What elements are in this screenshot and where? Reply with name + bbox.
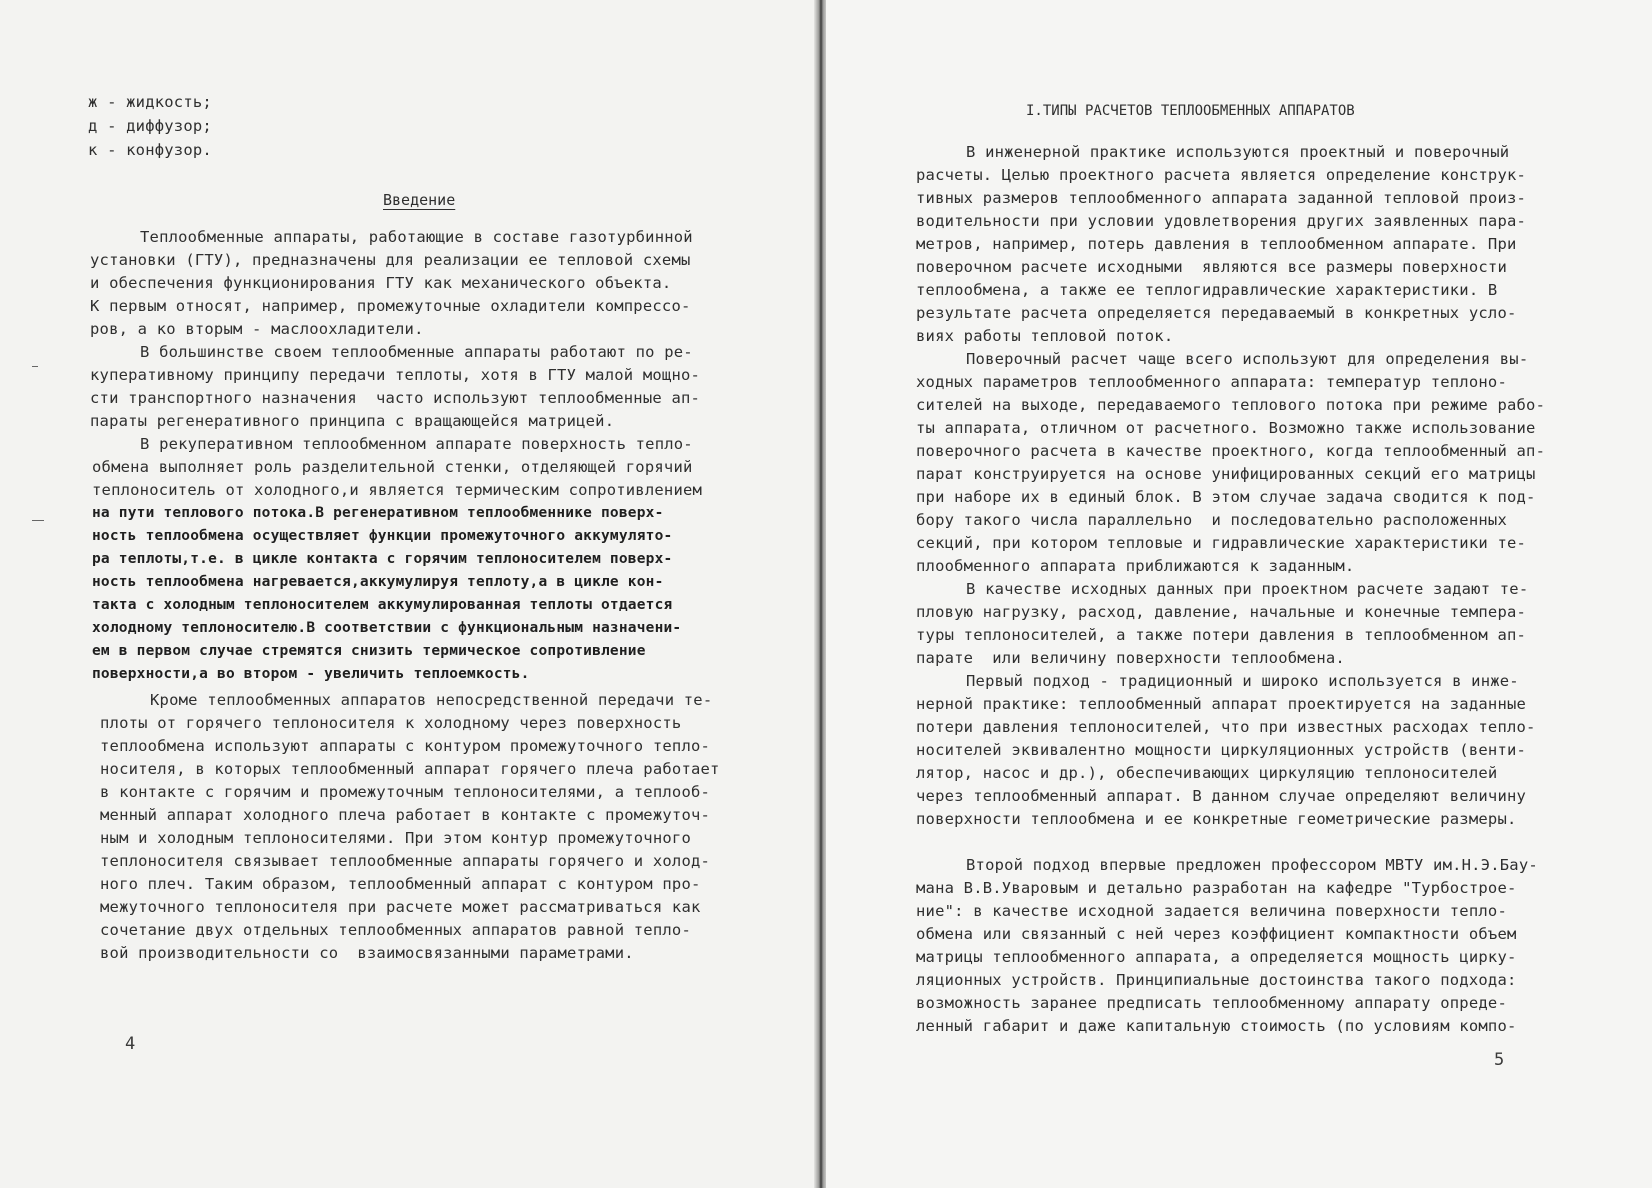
text-line: плоты от горячего теплоносителя к холодному через поверхность <box>100 714 682 732</box>
text-line: ным и холодным теплоносителями. При этом контур промежуточного <box>100 829 691 847</box>
text-line: на пути теплового потока.В регенеративном теплообменнике поверх- <box>92 505 664 521</box>
text-line: результате расчета определяется передаваемый в конкретных усло- <box>916 304 1517 322</box>
text-line: мана В.В.Уваровым и детально разработан на кафедре "Турбострое- <box>916 879 1517 897</box>
text-line: матрицы теплообменного аппарата, а определяется мощность цирку- <box>916 948 1517 966</box>
text-line: ние": в качестве исходной задается величина поверхности тепло- <box>916 902 1507 920</box>
text-line: водительности при условии удовлетворения других заявленных пара- <box>916 212 1527 230</box>
abbreviation-line: д - диффузор; <box>88 117 212 135</box>
text-line: В инженерной практике используются проектный и поверочный <box>966 143 1510 161</box>
text-line: пловую нагрузку, расход, давление, начальные и конечные темпера- <box>916 603 1527 621</box>
text-line: вой производительности со взаимосвязанными параметрами. <box>100 944 634 962</box>
chapter-heading: I.ТИПЫ РАСЧЕТОВ ТЕПЛООБМЕННЫХ АППАРАТОВ <box>1026 103 1355 119</box>
text-line: В большинстве своем теплообменные аппараты работают по ре- <box>140 343 693 361</box>
text-line: нерной практике: теплообменный аппарат проектируется на заданные <box>916 695 1527 713</box>
text-line: возможность заранее предписать теплообменному аппарату опреде- <box>916 994 1507 1012</box>
text-line: обмена или связанный с ней через коэффициент компактности объем <box>916 925 1517 943</box>
text-line: ем в первом случае стремятся снизить термическое сопротивление <box>92 643 646 659</box>
text-line: виях работы тепловой поток. <box>916 327 1174 345</box>
text-line: теплоносителя связывает теплообменные аппараты горячего и холод- <box>100 852 711 870</box>
text-line: парате или величину поверхности теплообмена. <box>916 649 1345 667</box>
text-line: Теплообменные аппараты, работающие в составе газотурбинной <box>140 228 693 246</box>
text-line: и обеспечения функционирования ГТУ как механического объекта. <box>90 274 672 292</box>
section-heading: Введение <box>383 191 456 209</box>
text-line: плообменного аппарата приближаются к заданным. <box>916 557 1355 575</box>
text-line: теплоноситель от холодного,и является термическим сопротивлением <box>92 481 703 499</box>
margin-mark <box>32 366 38 367</box>
text-line: ленный габарит и даже капитальную стоимость (по условиям компо- <box>916 1017 1517 1035</box>
text-line: носителей эквивалентно мощности циркуляционных устройств (венти- <box>916 741 1527 759</box>
text-line: ров, а ко вторым - маслоохладители. <box>90 320 424 338</box>
text-line: парат конструируется на основе унифицированных секций его матрицы <box>916 465 1536 483</box>
text-line: в контакте с горячим и промежуточным теплоносителями, а теплооб- <box>100 783 711 801</box>
text-line: ность теплообмена нагревается,аккумулируя теплоту,а в цикле кон- <box>92 574 664 590</box>
text-line: ра теплоты,т.е. в цикле контакта с горячим теплоносителем поверх- <box>92 551 673 567</box>
text-line: сти транспортного назначения часто используют теплообменные ап- <box>90 389 701 407</box>
text-line: теплообмена, а также ее теплогидравлические характеристики. В <box>916 281 1498 299</box>
text-line: менный аппарат холодного плеча работает в контакте с промежуточ- <box>100 806 711 824</box>
text-line: такта с холодным теплоносителем аккумулированная теплоты отдается <box>92 597 673 613</box>
left-page <box>0 0 818 1188</box>
text-line: Второй подход впервые предложен профессором МВТУ им.Н.Э.Бау- <box>966 856 1538 874</box>
text-line: сочетание двух отдельных теплообменных аппаратов равной тепло- <box>100 921 691 939</box>
text-line: поверхности теплообмена и ее конкретные геометрические размеры. <box>916 810 1517 828</box>
page-number: 5 <box>1494 1050 1505 1070</box>
text-line: ного плеч. Таким образом, теплообменный аппарат с контуром про- <box>100 875 701 893</box>
text-line: носителя, в которых теплообменный аппарат горячего плеча работает <box>100 760 720 778</box>
text-line: К первым относят, например, промежуточные охладители компрессо- <box>90 297 691 315</box>
text-line: секций, при котором тепловые и гидравлические характеристики те- <box>916 534 1527 552</box>
text-line: при наборе их в единый блок. В этом случае задача сводится к под- <box>916 488 1536 506</box>
text-line: расчеты. Целью проектного расчета является определение конструк- <box>916 166 1527 184</box>
text-line: Кроме теплообменных аппаратов непосредственной передачи те- <box>150 691 713 709</box>
right-page <box>826 0 1652 1188</box>
text-line: Первый подход - традиционный и широко используется в инже- <box>966 672 1519 690</box>
text-line: теплообмена используют аппараты с контуром промежуточного тепло- <box>100 737 711 755</box>
text-line: бору такого числа параллельно и последовательно расположенных <box>916 511 1507 529</box>
text-line: холодному теплоносителю.В соответствии с функциональным назначени- <box>92 620 682 636</box>
text-line: туры теплоносителей, а также потери давления в теплообменном ап- <box>916 626 1527 644</box>
text-line: В рекуперативном теплообменном аппарате поверхность тепло- <box>140 435 693 453</box>
text-line: межуточного теплоносителя при расчете может рассматриваться как <box>100 898 701 916</box>
text-line: метров, например, потерь давления в теплообменном аппарате. При <box>916 235 1517 253</box>
text-line: ходных параметров теплообменного аппарата: температур теплоно- <box>916 373 1507 391</box>
text-line: ляционных устройств. Принципиальные достоинства такого подхода: <box>916 971 1517 989</box>
text-line: обмена выполняет роль разделительной стенки, отделяющей горячий <box>92 458 693 476</box>
text-line: через теплообменный аппарат. В данном случае определяют величину <box>916 787 1527 805</box>
text-line: поверочного расчета в качестве проектного, когда теплообменный ап- <box>916 442 1546 460</box>
text-line: В качестве исходных данных при проектном расчете задают те- <box>966 580 1529 598</box>
text-line: куперативному принципу передачи теплоты, хотя в ГТУ малой мощно- <box>90 366 701 384</box>
text-line: тивных размеров теплообменного аппарата заданной тепловой произ- <box>916 189 1527 207</box>
text-line: поверхности,а во втором - увеличить теплоемкость. <box>92 666 530 682</box>
text-line: потери давления теплоносителей, что при известных расходах тепло- <box>916 718 1536 736</box>
margin-mark <box>32 520 44 521</box>
text-line: лятор, насос и др.), обеспечивающих циркуляцию теплоносителей <box>916 764 1498 782</box>
abbreviation-line: к - конфузор. <box>88 141 212 159</box>
text-line: установки (ГТУ), предназначены для реализации ее тепловой схемы <box>90 251 691 269</box>
text-line: ты аппарата, отличном от расчетного. Возможно также использование <box>916 419 1536 437</box>
text-line: Поверочный расчет чаще всего используют для определения вы- <box>966 350 1529 368</box>
text-line: параты регенеративного принципа с вращающейся матрицей. <box>90 412 615 430</box>
text-line: сителей на выходе, передаваемого теплового потока при режиме рабо- <box>916 396 1546 414</box>
text-line: ность теплообмена осуществляет функции промежуточного аккумулято- <box>92 528 673 544</box>
text-line: поверочном расчете исходными являются все размеры поверхности <box>916 258 1507 276</box>
page-number: 4 <box>125 1034 136 1054</box>
abbreviation-line: ж - жидкость; <box>88 93 212 111</box>
